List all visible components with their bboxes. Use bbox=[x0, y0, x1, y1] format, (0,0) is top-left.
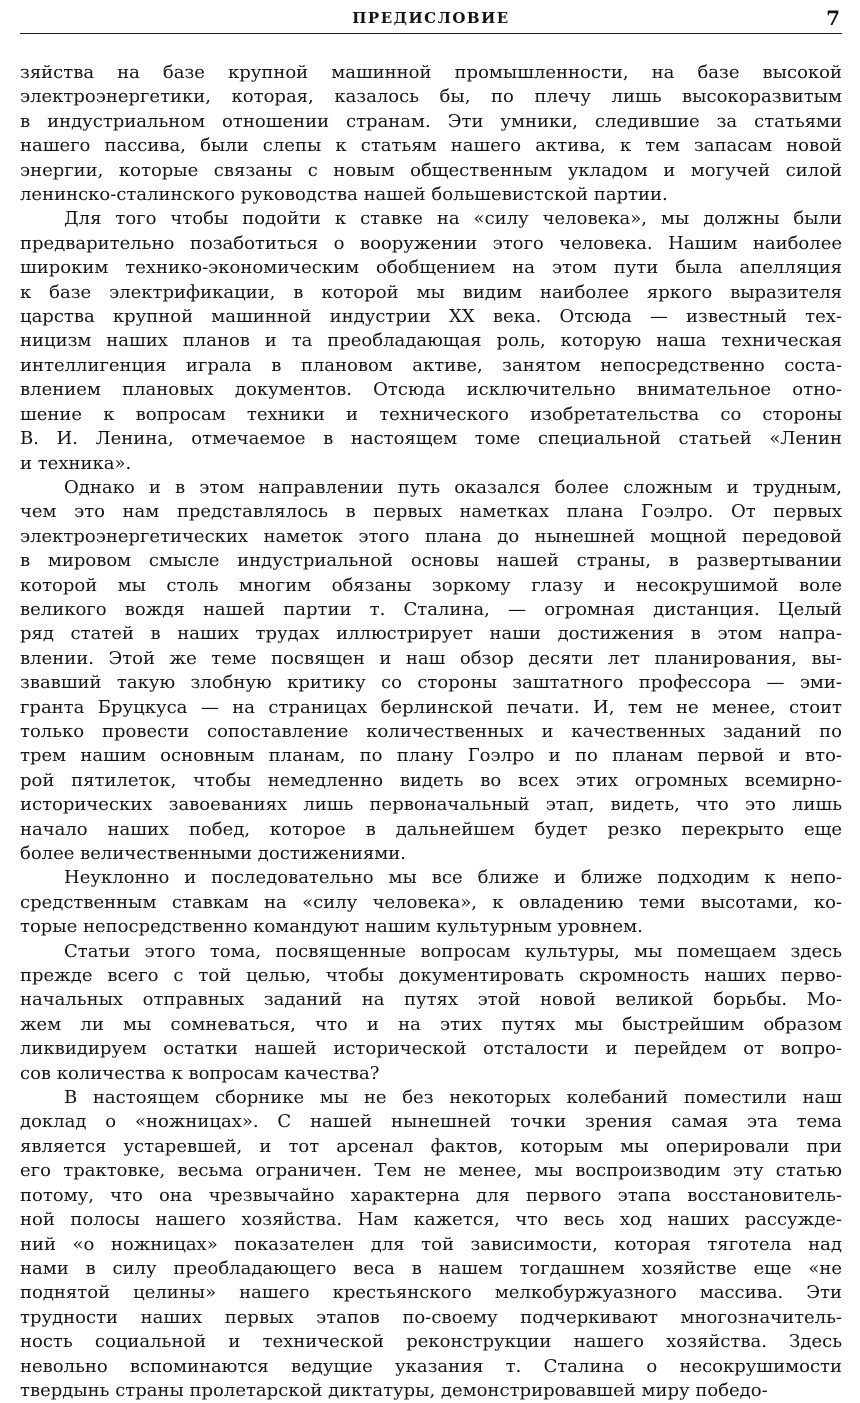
body-text bbox=[20, 61, 842, 1403]
text-line: шение к вопросам техники и технического изобретательства со стороны bbox=[20, 403, 842, 425]
text-line: В. И. Ленина, отмечаемое в настоящем томе специальной статьей «Ленин bbox=[20, 428, 842, 450]
text-line: ленинско-сталинского руководства нашей большевистской партии. bbox=[20, 184, 668, 206]
text-line: ликвидируем остатки нашей исторической отсталости и перейдем от вопро- bbox=[20, 1038, 842, 1060]
text-line: рой пятилеток, чтобы немедленно видеть во всех этих огромных всемирно- bbox=[20, 769, 842, 791]
page-number: 7 bbox=[826, 6, 840, 30]
text-line: ность социальной и технической реконструкции нашего хозяйства. Здесь bbox=[20, 1331, 842, 1353]
text-line: В настоящем сборнике мы не без некоторых колебаний поместили наш bbox=[64, 1087, 842, 1109]
text-line: доклад о «ножницах». С нашей нынешней точки зрения самая эта тема bbox=[20, 1111, 842, 1133]
text-line: в индустриальном отношении странам. Эти умники, следившие за статьями bbox=[20, 110, 842, 132]
text-line: ной полосы нашего хозяйства. Нам кажется, что весь ход наших рассужде- bbox=[20, 1209, 842, 1231]
text-line: трем нашим основным планам, по плану Гоэлро и по планам первой и вто- bbox=[20, 745, 842, 767]
text-line: чем это нам представлялось в первых наметках плана Гоэлро. От первых bbox=[20, 501, 842, 523]
text-line: и техника». bbox=[20, 452, 132, 474]
text-line: в мировом смысле индустриальной основы нашей страны, в развертывании bbox=[20, 550, 842, 572]
text-line: зяйства на базе крупной машинной промышленности, на базе высокой bbox=[20, 62, 842, 83]
text-line: влении. Этой же теме посвящен и наш обзор десяти лет планирования, вы- bbox=[20, 647, 842, 669]
text-line: начальных отправных заданий на путях этой новой великой борьбы. Мо- bbox=[20, 989, 842, 1011]
text-line: интеллигенция играла в плановом активе, занятом непосредственно соста- bbox=[20, 354, 842, 376]
text-line: торые непосредственно командуют нашим культурным уровнем. bbox=[20, 916, 643, 938]
text-line: ний «о ножницах» показателен для той зависимости, которая тяготела над bbox=[20, 1233, 842, 1255]
text-line: которой мы столь многим обязаны зоркому глазу и несокрушимой воле bbox=[20, 574, 842, 596]
paragraph bbox=[20, 1086, 842, 1403]
paragraph bbox=[20, 476, 842, 867]
text-line: широким технико-экономическим обобщением на этом пути была апелляция bbox=[20, 257, 842, 279]
text-line: более величественными достижениями. bbox=[20, 843, 407, 864]
running-title: ПРЕДИСЛОВИЕ bbox=[352, 9, 510, 27]
text-line: предварительно позаботиться о вооружении этого человека. Нашим наиболее bbox=[20, 232, 842, 254]
text-line: к базе электрификации, в которой мы видим наиболее яркого выразителя bbox=[20, 281, 842, 303]
text-line: его трактовке, весьма ограничен. Тем не менее, мы воспроизводим эту статью bbox=[20, 1160, 842, 1182]
text-line: Однако и в этом направлении путь оказался более сложным и трудным, bbox=[64, 476, 842, 498]
text-line: поднятой целины» нашего крестьянского мелкобуржуазного массива. Эти bbox=[20, 1282, 842, 1304]
text-line: только провести сопоставление количественных и качественных заданий по bbox=[20, 720, 842, 742]
text-line: нашего пассива, были слепы к статьям нашего актива, к тем запасам новой bbox=[20, 135, 842, 157]
text-line: гранта Бруцкуса — на страницах берлинской печати. И, тем не менее, стоит bbox=[20, 696, 842, 718]
text-line: трудности наших первых этапов по-своему подчеркивают многозначитель- bbox=[20, 1306, 842, 1328]
text-line: Статьи этого тома, посвященные вопросам культуры, мы помещаем здесь bbox=[64, 940, 842, 962]
running-header bbox=[20, 0, 842, 34]
paragraph bbox=[20, 207, 842, 475]
text-line: Для того чтобы подойти к ставке на «силу человека», мы должны были bbox=[64, 208, 842, 230]
text-line: сов количества к вопросам качества? bbox=[20, 1062, 380, 1084]
text-line: энергии, которые связаны с новым общественным укладом и могучей силой bbox=[20, 159, 842, 181]
text-line: ряд статей в наших трудах иллюстрирует наши достижения в этом напра- bbox=[20, 623, 842, 645]
text-line: ницизм наших планов и та преобладающая роль, которую наша техническая bbox=[20, 330, 842, 352]
text-line: прежде всего с той целью, чтобы документировать скромность наших перво- bbox=[20, 965, 842, 987]
text-line: влением плановых документов. Отсюда исключительно внимательное отно- bbox=[20, 379, 842, 401]
text-line: царства крупной машинной индустрии XX века. Отсюда — известный тех- bbox=[20, 306, 842, 328]
text-line: жем ли мы сомневаться, что и на этих путях мы быстрейшим образом bbox=[20, 1013, 842, 1035]
text-line: является устаревшей, и тот арсенал фактов, которым мы оперировали при bbox=[20, 1135, 842, 1157]
paragraph bbox=[20, 940, 842, 1086]
book-page bbox=[20, 0, 842, 1401]
text-line: начало наших побед, которое в дальнейшем будет резко перекрыто еще bbox=[20, 818, 842, 840]
text-line: электроэнергетики, которая, казалось бы, по плечу лишь высокоразвитым bbox=[20, 86, 842, 108]
text-line: потому, что она чрезвычайно характерна для первого этапа восстановитель- bbox=[20, 1184, 842, 1206]
text-line: твердынь страны пролетарской диктатуры, демонстрировавшей миру победо- bbox=[20, 1379, 768, 1401]
text-line: великого вождя нашей партии т. Сталина, — огромная дистанция. Целый bbox=[20, 598, 842, 620]
text-line: нами в силу преобладающего веса в нашем тогдашнем хозяйстве еще «не bbox=[20, 1257, 842, 1279]
text-line: невольно вспоминаются ведущие указания т. Сталина о несокрушимости bbox=[20, 1355, 842, 1377]
text-line: электроэнергетических наметок этого плана до нынешней мощной передовой bbox=[20, 525, 842, 547]
text-line: исторических завоеваниях лишь первоначальный этап, видеть, что это лишь bbox=[20, 794, 842, 816]
text-line: средственным ставкам на «силу человека», к овладению теми высотами, ко- bbox=[20, 891, 842, 913]
paragraph bbox=[20, 61, 842, 207]
text-line: звавший такую злобную критику со стороны заштатного профессора — эми- bbox=[20, 672, 842, 694]
text-line: Неуклонно и последовательно мы все ближе и ближе подходим к непо- bbox=[64, 867, 842, 889]
paragraph bbox=[20, 866, 842, 939]
